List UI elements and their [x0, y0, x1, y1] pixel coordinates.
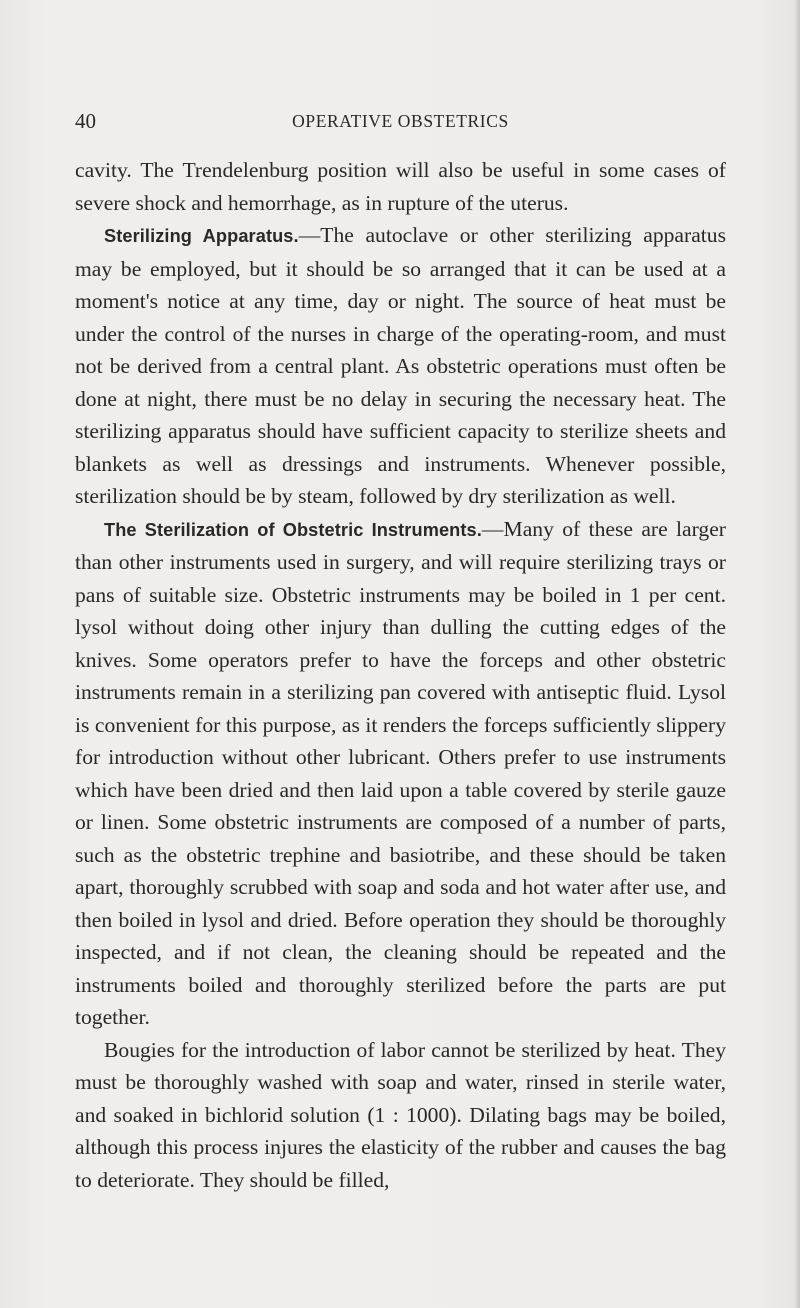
paragraph-text: cavity. The Trendelenburg position will also be useful in some cases of severe shock and hemorrhage, as in rupture of the uterus. — [75, 158, 726, 215]
body-text — [75, 154, 726, 1196]
page-header — [75, 108, 726, 134]
paragraph-text: —Many of these are larger than other instruments used in surgery, and will require sterilizing trays or pans of suitable size. Obstetric instruments may be boiled in 1 per cent. lysol without doing other injury than dulling the cutting edges of the knives. Some operators prefer to have the forceps and other obstetric instruments remain in a sterilizing pan covered with antiseptic fluid. Lysol is convenient for this purpose, as it renders the forceps sufficiently slippery for introduction without other lubricant. Others prefer to use instruments which have been dried and then laid upon a table covered by sterile gauze or linen. Some obstetric instruments are composed of a number of parts, such as the obstetric trephine and basiotribe, and these should be taken apart, thoroughly scrubbed with soap and soda and hot water after use, and then boiled in lysol and dried. Before operation they should be thoroughly inspected, and if not clean, the cleaning should be repeated and the instruments boiled and thoroughly sterilized before the parts are put together. — [75, 516, 726, 1029]
paragraph-sterilizing-apparatus — [75, 219, 726, 513]
paragraph-text: Bougies for the introduction of labor cannot be sterilized by heat. They must be thoroughly washed with soap and water, rinsed in sterile water, and soaked in bichlorid solution (1 : 1000). Dilating bags may be boiled, although this process injures the elasticity of the rubber and causes the bag to deteriorate. They should be filled, — [75, 1037, 726, 1192]
paragraph-sterilization-instruments — [75, 513, 726, 1034]
section-heading: The Sterilization of Obstetric Instruments. — [104, 519, 482, 540]
section-heading: Sterilizing Apparatus. — [104, 226, 299, 246]
page-edge-shadow — [794, 0, 800, 1308]
paragraph-text: —The autoclave or other sterilizing apparatus may be employed, but it should be so arranged that it can be used at a moment's notice at any time, day or night. The source of heat must be under the control of the nurses in charge of the operating-room, and must not be derived from a central plant. As obstetric operations must often be done at night, there must be no delay in securing the necessary heat. The sterilizing apparatus should have sufficient capacity to sterilize sheets and blankets as well as dressings and instruments. Whenever possible, sterilization should be by steam, followed by dry sterilization as well. — [75, 223, 726, 508]
running-title: OPERATIVE OBSTETRICS — [292, 111, 509, 131]
paragraph-bougies — [75, 1034, 726, 1197]
paragraph-continuation — [75, 154, 726, 219]
page-number: 40 — [75, 109, 96, 133]
